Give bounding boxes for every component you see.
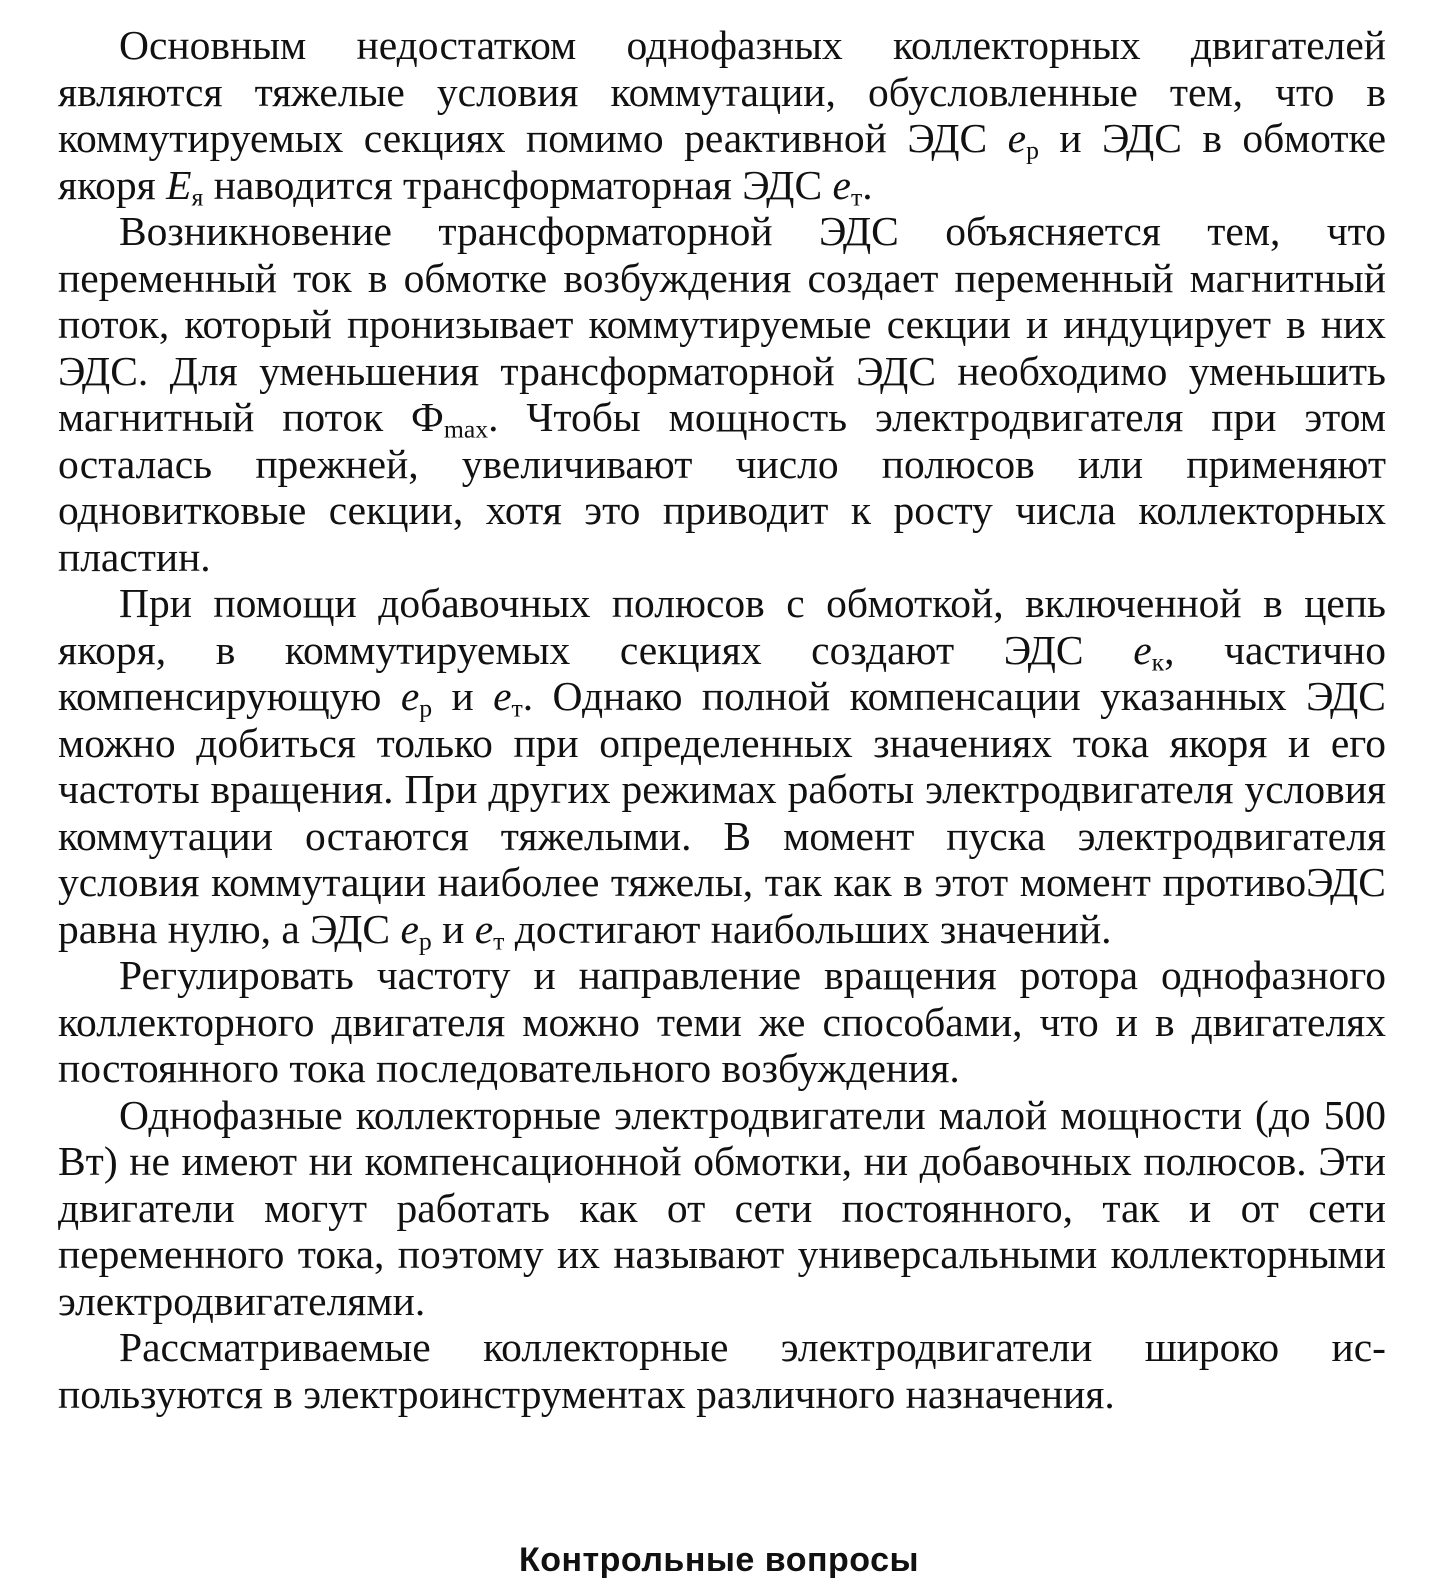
text-run: Возникновение трансформаторной ЭДС объясняется тем, что переменный ток в обмотке возбуждения создает переменный магнитный поток, который пронизывает коммутируемые секции и индуцирует в них ЭДС. Для уменьшения трансформаторной ЭДС необходимо уменьшить магнитный поток Ф xyxy=(58,208,1386,440)
text-run: и xyxy=(432,673,494,719)
symbol-subscript: р xyxy=(419,693,433,723)
symbol-subscript: я xyxy=(191,181,204,211)
document-body xyxy=(58,22,1386,1417)
paragraph-transformer-emf xyxy=(58,208,1386,580)
paragraph-commutation-drawback xyxy=(58,22,1387,211)
text-run: Рассматриваемые коллекторные электродвигатели широко используются в электроинструментах различного назначения. xyxy=(58,1324,1386,1417)
text-run: . Однако полной компенсации указанных ЭДС можно добиться только при определенных значениях тока якоря и его частоты вращения. При других режимах работы электродвигателя условия коммутации остаются тяжелыми. В момент пуска электродвигателя условия коммутации наиболее тяжелы, так как в этот момент противоЭДС равна нулю, а ЭДС xyxy=(58,673,1386,952)
symbol-subscript: к xyxy=(1151,646,1165,676)
emf-symbol: e xyxy=(474,905,494,952)
paragraph-speed-control xyxy=(58,952,1386,1092)
paragraph-power-tools xyxy=(58,1324,1386,1417)
emf-symbol: E xyxy=(166,161,192,208)
paragraph-universal-motors xyxy=(58,1092,1386,1325)
symbol-subscript: р xyxy=(1026,135,1039,165)
text-run: и ЭДС в обмотке якоря xyxy=(58,115,1387,208)
text-run: Регулировать частоту и направление вращения ротора однофазного коллекторного двигателя можно теми же способами, что и в двигателях постоянного тока последовательного возбуждения. xyxy=(58,952,1386,1091)
emf-symbol: e xyxy=(1133,626,1152,673)
text-run: достигают наибольших значений. xyxy=(504,905,1112,952)
text-run: , частично компенсирующую xyxy=(58,626,1386,719)
text-run: наводится трансформаторная ЭДС xyxy=(203,161,833,208)
emf-symbol: e xyxy=(400,673,420,719)
text-run: . xyxy=(862,161,873,208)
emf-symbol: e xyxy=(832,161,851,208)
emf-symbol: e xyxy=(400,905,419,952)
section-heading: Контрольные вопросы xyxy=(518,1541,920,1579)
symbol-subscript: т xyxy=(850,181,863,211)
paragraph-auxiliary-poles xyxy=(58,580,1386,955)
symbol-subscript: max xyxy=(443,414,489,444)
text-run: Основным недостатком однофазных коллекторных двигателей являются тяжелые условия коммутации, обусловленные тем, что в коммутируемых секциях помимо реактивной ЭДС xyxy=(58,22,1386,161)
symbol-subscript: т xyxy=(493,925,505,955)
emf-symbol: e xyxy=(493,673,512,719)
text-run: При помощи добавочных полюсов с обмоткой, включенной в цепь якоря, в коммутируемых секциях создают ЭДС xyxy=(58,580,1386,673)
text-run: Однофазные коллекторные электродвигатели малой мощности (до 500 Вт) не имеют ни компенсационной обмотки, ни добавочных полюсов. Эти двигатели могут работать как от сети постоянного, так и от сети переменного тока, поэтому их называют универсальными коллекторными электродвигателями. xyxy=(58,1091,1386,1324)
symbol-subscript: р xyxy=(418,925,432,955)
text-run: и xyxy=(431,905,475,952)
emf-symbol: e xyxy=(1007,115,1027,161)
symbol-subscript: т xyxy=(511,693,523,723)
text-run: . Чтобы мощность электродвигателя при этом осталась прежней, увеличивают число полюсов или применяют одновитковые секции, хотя это приводит к росту числа коллекторных пластин. xyxy=(58,394,1386,580)
